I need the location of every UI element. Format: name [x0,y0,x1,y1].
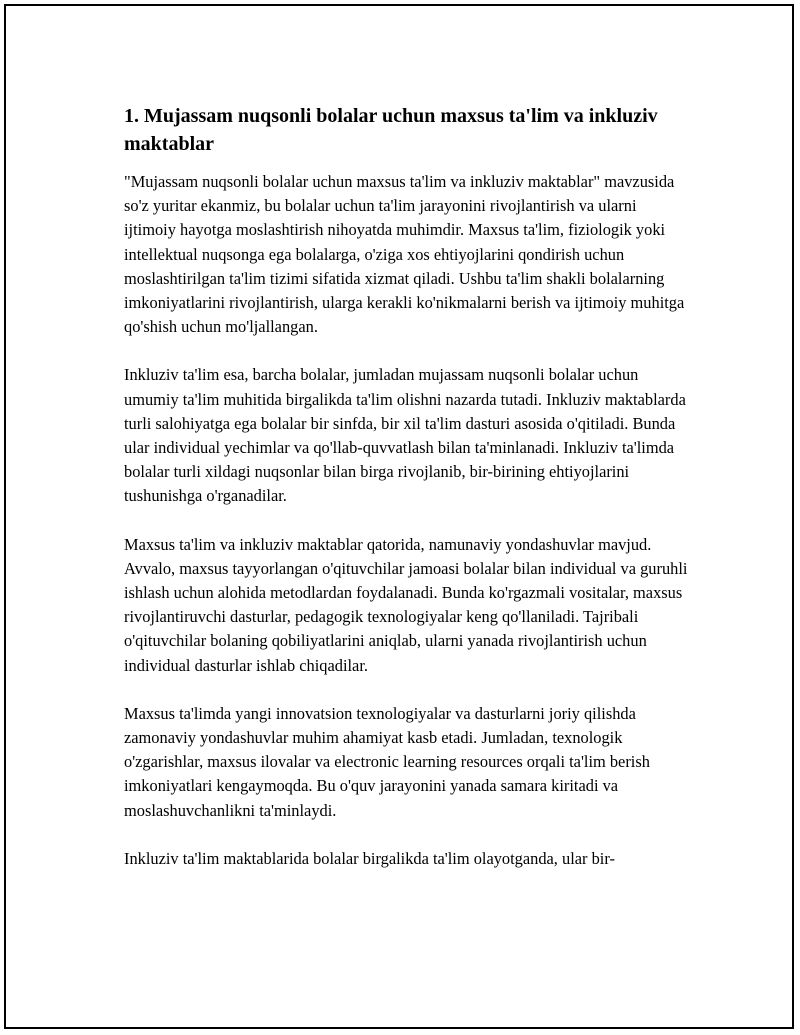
document-page [4,4,794,1029]
paragraph-3: Maxsus ta'lim va inkluziv maktablar qatorida, namunaviy yondashuvlar mavjud. Avvalo, maxsus tayyorlangan o'qituvchilar jamoasi bolalar bilan individual va guruhli ishlash uchun alohida metodlardan foydalanadi. Bunda ko'rgazmali vositalar, maxsus rivojlantiruvchi dasturlar, pedagogik texnologiyalar keng qo'llaniladi. Tajribali o'qituvchilar bolaning qobiliyatlarini aniqlab, ularni yanada rivojlantirish uchun individual dasturlar ishlab chiqadilar. [124,534,688,675]
paragraph-4: Maxsus ta'limda yangi innovatsion texnologiyalar va dasturlarni joriy qilishda zamonaviy yondashuvlar muhim ahamiyat kasb etadi. Jumladan, texnologik o'zgarishlar, maxsus ilovalar va electronic learning resources orqali ta'lim berish imkoniyatlari kengaymoqda. Bu o'quv jarayonini yanada samara kiritadi va moslashuvchanlikni ta'minlaydi. [124,703,650,820]
paragraph-5: Inkluziv ta'lim maktablarida bolalar birgalikda ta'lim olayotganda, ular bir- [124,848,615,868]
document-content [124,102,690,895]
paragraph-1: "Mujassam nuqsonli bolalar uchun maxsus ta'lim va inkluziv maktablar" mavzusida so'z yuritar ekanmiz, bu bolalar uchun ta'lim jarayonini rivojlantirish va ularni ijtimoiy hayotga moslashtirish nihoyatda muhimdir. Maxsus ta'lim, fiziologik yoki intellektual nuqsonga ega bolalarga, o'ziga xos ehtiyojlarini qondirish uchun moslashtirilgan ta'lim tizimi sifatida xizmat qiladi. Ushbu ta'lim shakli bolalarning imkoniyatlarini rivojlantirish, ularga kerakli ko'nikmalarni berish va ijtimoiy muhitga qo'shish uchun mo'ljallangan. [124,172,685,337]
section-heading: 1. Mujassam nuqsonli bolalar uchun maxsus ta'lim va inkluziv maktablar [124,105,658,155]
paragraph-2: Inkluziv ta'lim esa, barcha bolalar, jumladan mujassam nuqsonli bolalar uchun umumiy ta'lim muhitida birgalikda ta'lim olishni nazarda tutadi. Inkluziv maktablarda turli salohiyatga ega bolalar bir sinfda, bir xil ta'lim dasturi asosida o'qitiladi. Bunda ular individual yechimlar va qo'llab-quvvatlash bilan ta'minlanadi. Inkluziv ta'limda bolalar turli xildagi nuqsonlar bilan birga rivojlanib, bir-birining ehtiyojlarini tushunishga o'rganadilar. [124,365,686,506]
